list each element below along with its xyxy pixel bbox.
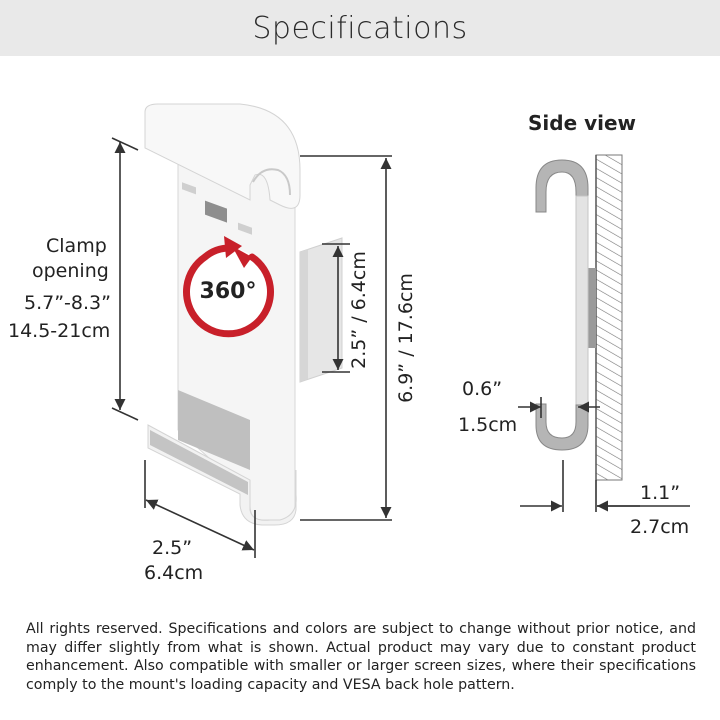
- side-bottom-hook: [536, 404, 588, 450]
- plate-height-label: 2.5” / 6.4cm: [348, 251, 370, 369]
- thickness-inch-label: 1.1”: [640, 482, 681, 504]
- lip-inch-label: 0.6”: [462, 378, 503, 400]
- clamp-illustration: [145, 104, 342, 525]
- clamp-label-line2: opening: [32, 260, 109, 282]
- clamp-label-line1: Clamp: [46, 235, 107, 257]
- depth-cm-label: 6.4cm: [144, 562, 204, 584]
- rotation-label: 360°: [199, 279, 257, 304]
- side-view-title: Side view: [528, 111, 637, 135]
- lip-cm-label: 1.5cm: [458, 414, 518, 436]
- wall-hatch: [596, 155, 622, 480]
- depth-inch-label: 2.5”: [152, 537, 193, 559]
- clamp-inch-label: 5.7”-8.3”: [24, 292, 111, 314]
- total-height-label: 6.9” / 17.6cm: [395, 273, 417, 403]
- page-title: Specifications: [252, 10, 468, 46]
- disclaimer-text: All rights reserved. Specifications and colors are subject to change without prior notice, and may differ slightly from what is shown. Actual product may vary due to constant product enhancement. Also compatible with smaller or larger screen sizes, where their specifications comply to the mount's loading capacity and VESA back hole pattern.: [26, 621, 696, 693]
- clamp-cm-label: 14.5-21cm: [8, 320, 111, 342]
- side-view-illustration: [536, 155, 622, 480]
- thickness-cm-label: 2.7cm: [630, 516, 690, 538]
